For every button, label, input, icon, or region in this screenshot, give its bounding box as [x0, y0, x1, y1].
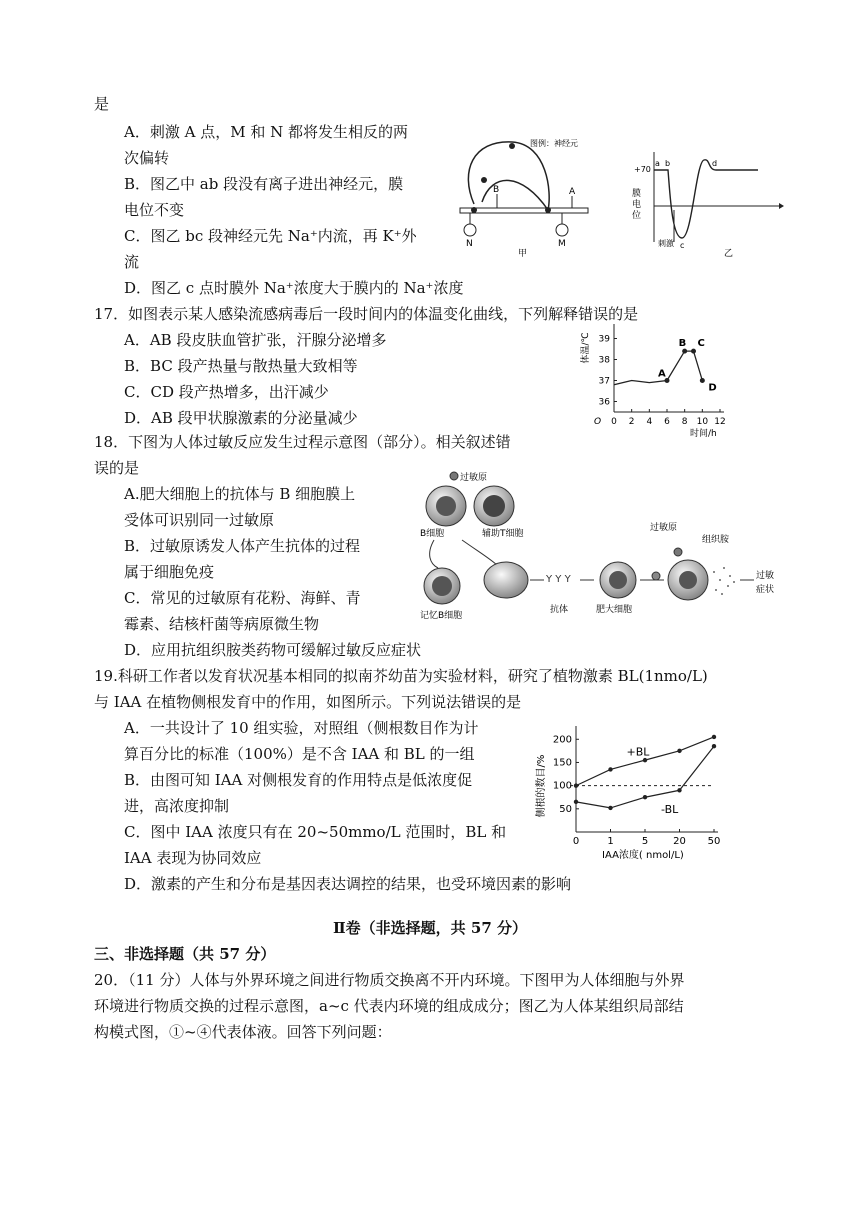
data-point: [712, 744, 716, 748]
label-d: d: [712, 159, 718, 168]
y-axis-title: 侧根的数目/%: [536, 754, 547, 818]
q19-option-c-cont: IAA 表现为协同效应: [124, 849, 262, 867]
q17-option-c: C．CD 段产热增多，出汗减少: [124, 383, 329, 401]
data-point: [608, 767, 612, 771]
q17-stem: 17．如图表示某人感染流感病毒后一段时间内的体温变化曲线，下列解释错误的是: [94, 305, 639, 323]
data-point: [677, 749, 681, 753]
series-label: -BL: [661, 803, 679, 817]
label-allergen-2: 过敏原: [650, 523, 678, 533]
q19-option-c: C．图中 IAA 浓度只有在 20~50mmo/L 范围时，BL 和: [124, 823, 507, 841]
x-tick-label: 0: [611, 417, 617, 427]
q16-option-a: A．刺激 A 点，M 和 N 都将发生相反的两: [124, 123, 408, 141]
ylabel-3: 位: [632, 211, 642, 221]
q18-option-b-cont: 属于细胞免疫: [124, 563, 215, 581]
x-tick-label: 4: [646, 417, 653, 427]
q16-option-c: C．图乙 bc 段神经元先 Na⁺内流，再 K⁺外: [124, 227, 417, 245]
y-axis-title: 体温/℃: [581, 332, 591, 364]
label-plus70: +70: [634, 165, 651, 174]
q17-option-b: B．BC 段产热量与散热量大致相等: [124, 357, 358, 375]
label-stimulus: 刺激: [658, 239, 674, 248]
point-label-b: B: [678, 338, 687, 350]
origin-label: O: [594, 417, 602, 427]
label-b-cell: B细胞: [420, 529, 445, 539]
q17-temperature-chart: [580, 320, 730, 438]
label-b-small: b: [665, 159, 671, 168]
q16-option-c-cont: 流: [124, 253, 140, 271]
q18-option-a: A.肥大细胞上的抗体与 B 细胞膜上: [124, 485, 356, 503]
q18-option-c-cont: 霉素、结核杆菌等病原微生物: [124, 615, 320, 633]
q16-option-d: D．图乙 c 点时膜外 Na⁺浓度大于膜内的 Na⁺浓度: [124, 279, 464, 297]
label-m: M: [558, 239, 566, 249]
ylabel-1: 膜: [632, 189, 642, 199]
q18-option-a-cont: 受体可识别同一过敏原: [124, 511, 275, 529]
q19-option-b: B．由图可知 IAA 对侧根发育的作用特点是低浓度促: [124, 771, 473, 789]
part2-title: Ⅱ卷（非选择题，共 57 分）: [333, 919, 527, 937]
label-allergen-1: 过敏原: [460, 473, 488, 483]
y-tick-label: 100: [552, 780, 572, 792]
point-d: [700, 378, 705, 383]
label-b: B: [493, 185, 500, 195]
q18-option-d: D．应用抗组织胺类药物可缓解过敏反应症状: [124, 641, 422, 659]
label-symptom-2: 症状: [756, 585, 775, 595]
y-tick-label: 38: [598, 355, 610, 366]
label-histamine: 组织胺: [702, 535, 730, 545]
x-tick-label: 12: [714, 417, 726, 427]
x-tick-label: 8: [681, 417, 688, 427]
x-tick-label: 50: [707, 836, 721, 847]
q20-stem-3: 构模式图，①~④代表体液。回答下列问题：: [94, 1023, 392, 1041]
q16-option-b-cont: 电位不变: [124, 201, 185, 219]
legend-neuron: 图例：神经元: [530, 139, 578, 148]
label-n: N: [466, 239, 473, 249]
point-label-d: D: [708, 382, 717, 394]
label-mast-cell: 肥大细胞: [596, 605, 633, 615]
y-tick-label: 50: [559, 803, 572, 815]
x-tick-label: 10: [696, 417, 709, 427]
q19-lateral-root-chart: [532, 722, 732, 868]
q18-option-c: C．常见的过敏原有花粉、海鲜、青: [124, 589, 361, 607]
q18-option-b: B．过敏原诱发人体产生抗体的过程: [124, 537, 361, 555]
svg-text:Y Y Y: Y Y Y: [546, 574, 571, 585]
label-memory-b: 记忆B细胞: [420, 611, 463, 621]
data-point: [643, 795, 647, 799]
section-heading: 三、非选择题（共 57 分）: [94, 945, 276, 963]
data-point: [574, 800, 578, 804]
y-tick-label: 150: [552, 757, 572, 769]
x-tick-label: 20: [673, 836, 686, 847]
q19-option-a-cont: 算百分比的标准（100%）是不含 IAA 和 BL 的一组: [124, 745, 475, 763]
q16-option-b: B．图乙中 ab 段没有离子进出神经元，膜: [124, 175, 404, 193]
x-tick-label: 6: [664, 417, 670, 427]
x-axis-title: IAA浓度( nmol/L): [602, 850, 684, 861]
series-label: +BL: [626, 745, 650, 759]
ylabel-2: 电: [632, 200, 642, 210]
data-point: [643, 758, 647, 762]
x-tick-label: 5: [641, 836, 649, 847]
q19-option-d: D．激素的产生和分布是基因表达调控的结果，也受环境因素的影响: [124, 875, 572, 893]
q19-option-a: A．一共设计了 10 组实验，对照组（侧根数目作为计: [124, 719, 479, 737]
data-point: [677, 788, 681, 792]
q18-allergy-diagram: [412, 468, 792, 628]
label-symptom-1: 过敏: [756, 571, 775, 581]
point-b: [682, 349, 687, 354]
q16-figure-jia: [452, 132, 602, 262]
q17-option-a: A．AB 段皮肤血管扩张，汗腺分泌增多: [124, 331, 387, 349]
point-label-c: C: [697, 338, 705, 350]
q16-stem-tail: 是: [94, 95, 110, 113]
label-antibody: 抗体: [550, 605, 569, 615]
x-tick-label: 1: [607, 836, 614, 847]
caption-yi: 乙: [724, 249, 734, 259]
label-a: A: [569, 187, 576, 197]
label-helper-t: 辅助T细胞: [482, 529, 524, 539]
caption-jia: 甲: [518, 249, 528, 259]
label-c: c: [680, 241, 685, 250]
x-axis-title: 时间/h: [690, 429, 717, 438]
q18-stem-cont: 误的是: [94, 459, 140, 477]
x-tick-label: 0: [572, 836, 580, 847]
q20-stem-1: 20．（11 分）人体与外界环境之间进行物质交换离不开内环境。下图甲为人体细胞与外界: [94, 971, 685, 989]
q18-stem: 18．下图为人体过敏反应发生过程示意图（部分）。相关叙述错: [94, 433, 511, 451]
q19-option-b-cont: 进，高浓度抑制: [124, 797, 230, 815]
y-tick-label: 36: [598, 397, 610, 408]
y-tick-label: 200: [552, 734, 572, 746]
q19-stem-cont: 与 IAA 在植物侧根发育中的作用，如图所示。下列说法错误的是: [94, 693, 522, 711]
data-point: [608, 806, 612, 810]
point-label-a: A: [658, 368, 666, 380]
y-tick-label: 39: [598, 334, 610, 345]
q16-option-a-cont: 次偏转: [124, 149, 170, 167]
q17-option-d: D．AB 段甲状腺激素的分泌量减少: [124, 409, 358, 427]
label-a-small: a: [655, 159, 660, 168]
q20-stem-2: 环境进行物质交换的过程示意图，a~c 代表内环境的组成成分；图乙为人体某组织局部结: [94, 997, 684, 1015]
q16-figure-yi: [624, 150, 784, 262]
point-c: [691, 349, 696, 354]
data-point: [574, 783, 578, 787]
x-tick-label: 2: [628, 417, 635, 427]
q19-stem: 19.科研工作者以发育状况基本相同的拟南芥幼苗为实验材料，研究了植物激素 BL(1nmo/L): [94, 667, 708, 685]
data-point: [712, 735, 716, 739]
y-tick-label: 37: [598, 376, 610, 387]
